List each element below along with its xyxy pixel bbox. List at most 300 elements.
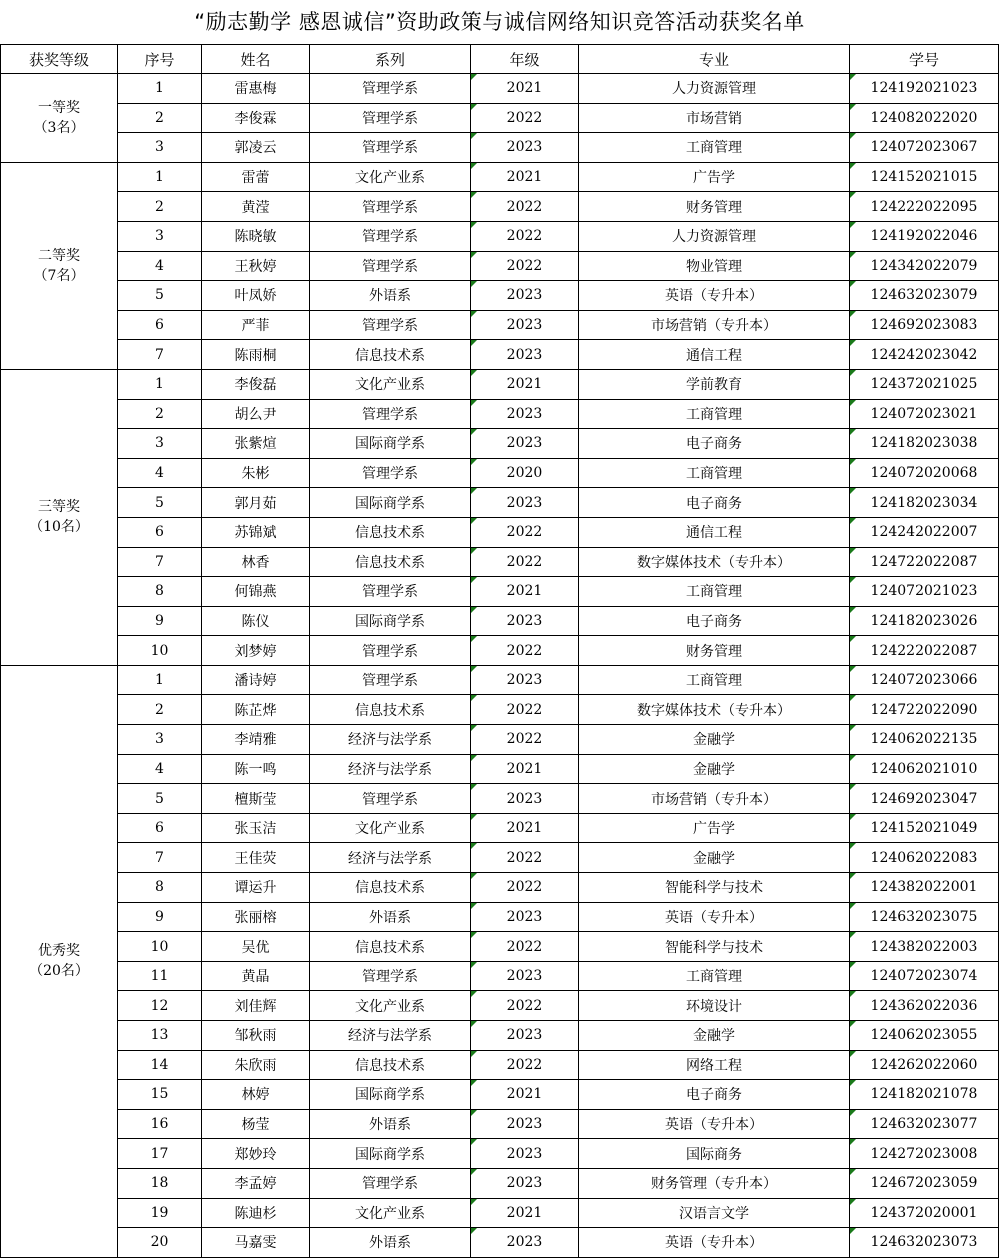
award-count-label: （10名） xyxy=(29,519,89,536)
cell-major: 工商管理 xyxy=(579,458,850,488)
cell-major: 工商管理 xyxy=(579,133,850,163)
cell-index: 7 xyxy=(118,547,202,577)
cell-grade: 2021 xyxy=(471,162,579,192)
cell-student-id: 124062022135 xyxy=(850,725,999,755)
cell-major: 电子商务 xyxy=(579,1080,850,1110)
cell-student-id: 124722022090 xyxy=(850,695,999,725)
cell-grade: 2023 xyxy=(471,961,579,991)
cell-major: 金融学 xyxy=(579,754,850,784)
cell-student-id: 124182023034 xyxy=(850,488,999,518)
cell-index: 7 xyxy=(118,340,202,370)
cell-student-id: 124372020001 xyxy=(850,1198,999,1228)
table-row xyxy=(1,665,999,695)
award-level-label: 一等奖 xyxy=(38,99,80,116)
cell-grade: 2023 xyxy=(471,902,579,932)
cell-major: 数字媒体技术（专升本） xyxy=(579,695,850,725)
cell-grade: 2022 xyxy=(471,725,579,755)
cell-grade: 2023 xyxy=(471,281,579,311)
cell-department: 管理学系 xyxy=(310,192,471,222)
table-row xyxy=(1,369,999,399)
cell-index: 10 xyxy=(118,932,202,962)
cell-student-id: 124072023074 xyxy=(850,961,999,991)
cell-index: 4 xyxy=(118,251,202,281)
cell-student-id: 124632023073 xyxy=(850,1228,999,1258)
cell-grade: 2022 xyxy=(471,873,579,903)
table-row xyxy=(1,813,999,843)
award-level-cell xyxy=(1,665,118,1257)
cell-major: 英语（专升本） xyxy=(579,1109,850,1139)
cell-student-id: 124382022003 xyxy=(850,932,999,962)
cell-index: 6 xyxy=(118,310,202,340)
cell-name: 陈晓敏 xyxy=(202,221,310,251)
cell-major: 金融学 xyxy=(579,1021,850,1051)
cell-index: 5 xyxy=(118,488,202,518)
cell-major: 通信工程 xyxy=(579,340,850,370)
table-row xyxy=(1,429,999,459)
cell-student-id: 124082022020 xyxy=(850,103,999,133)
table-row xyxy=(1,932,999,962)
cell-department: 经济与法学系 xyxy=(310,1021,471,1051)
cell-student-id: 124692023047 xyxy=(850,784,999,814)
cell-student-id: 124222022095 xyxy=(850,192,999,222)
cell-name: 林婷 xyxy=(202,1080,310,1110)
cell-major: 通信工程 xyxy=(579,517,850,547)
cell-major: 人力资源管理 xyxy=(579,221,850,251)
cell-index: 1 xyxy=(118,162,202,192)
cell-index: 12 xyxy=(118,991,202,1021)
table-row xyxy=(1,488,999,518)
cell-index: 2 xyxy=(118,695,202,725)
cell-name: 郭月茹 xyxy=(202,488,310,518)
award-level-cell xyxy=(1,162,118,369)
cell-department: 管理学系 xyxy=(310,665,471,695)
cell-grade: 2022 xyxy=(471,192,579,222)
cell-student-id: 124062021010 xyxy=(850,754,999,784)
table-row xyxy=(1,310,999,340)
table-row xyxy=(1,74,999,104)
cell-name: 黄滢 xyxy=(202,192,310,222)
cell-grade: 2020 xyxy=(471,458,579,488)
header-name: 姓名 xyxy=(202,45,310,74)
cell-department: 国际商学系 xyxy=(310,1080,471,1110)
cell-grade: 2021 xyxy=(471,74,579,104)
cell-grade: 2022 xyxy=(471,636,579,666)
cell-major: 市场营销 xyxy=(579,103,850,133)
cell-major: 工商管理 xyxy=(579,577,850,607)
table-row xyxy=(1,843,999,873)
cell-name: 雷惠梅 xyxy=(202,74,310,104)
cell-index: 14 xyxy=(118,1050,202,1080)
cell-index: 3 xyxy=(118,725,202,755)
cell-department: 外语系 xyxy=(310,1109,471,1139)
cell-name: 陈芷烨 xyxy=(202,695,310,725)
cell-department: 管理学系 xyxy=(310,133,471,163)
cell-student-id: 124382022001 xyxy=(850,873,999,903)
table-row xyxy=(1,399,999,429)
cell-major: 数字媒体技术（专升本） xyxy=(579,547,850,577)
cell-student-id: 124182021078 xyxy=(850,1080,999,1110)
table-row xyxy=(1,725,999,755)
cell-grade: 2023 xyxy=(471,399,579,429)
cell-department: 外语系 xyxy=(310,902,471,932)
cell-index: 1 xyxy=(118,74,202,104)
header-row xyxy=(1,45,999,74)
table-row xyxy=(1,1109,999,1139)
cell-student-id: 124632023079 xyxy=(850,281,999,311)
cell-grade: 2023 xyxy=(471,1228,579,1258)
cell-name: 陈雨桐 xyxy=(202,340,310,370)
table-row xyxy=(1,1139,999,1169)
cell-department: 管理学系 xyxy=(310,1168,471,1198)
cell-student-id: 124672023059 xyxy=(850,1168,999,1198)
cell-department: 文化产业系 xyxy=(310,162,471,192)
cell-name: 张紫煊 xyxy=(202,429,310,459)
table-row xyxy=(1,902,999,932)
cell-department: 信息技术系 xyxy=(310,547,471,577)
cell-grade: 2021 xyxy=(471,1198,579,1228)
cell-major: 财务管理（专升本） xyxy=(579,1168,850,1198)
cell-major: 市场营销（专升本） xyxy=(579,784,850,814)
cell-name: 李孟婷 xyxy=(202,1168,310,1198)
cell-index: 5 xyxy=(118,281,202,311)
cell-student-id: 124072023066 xyxy=(850,665,999,695)
cell-department: 文化产业系 xyxy=(310,1198,471,1228)
cell-major: 智能科学与技术 xyxy=(579,873,850,903)
cell-department: 管理学系 xyxy=(310,636,471,666)
cell-index: 20 xyxy=(118,1228,202,1258)
table-row xyxy=(1,784,999,814)
table-row xyxy=(1,873,999,903)
cell-major: 汉语言文学 xyxy=(579,1198,850,1228)
table-row xyxy=(1,961,999,991)
table-row xyxy=(1,192,999,222)
table-row xyxy=(1,103,999,133)
cell-name: 刘梦婷 xyxy=(202,636,310,666)
cell-index: 4 xyxy=(118,458,202,488)
cell-grade: 2023 xyxy=(471,488,579,518)
cell-index: 7 xyxy=(118,843,202,873)
cell-student-id: 124632023075 xyxy=(850,902,999,932)
cell-major: 物业管理 xyxy=(579,251,850,281)
cell-department: 管理学系 xyxy=(310,310,471,340)
cell-major: 广告学 xyxy=(579,813,850,843)
award-count-label: （3名） xyxy=(33,119,85,136)
cell-student-id: 124342022079 xyxy=(850,251,999,281)
cell-department: 管理学系 xyxy=(310,74,471,104)
page-title: “励志勤学 感恩诚信”资助政策与诚信网络知识竞答活动获奖名单 xyxy=(194,10,805,34)
award-level-label: 二等奖 xyxy=(38,247,80,264)
cell-department: 国际商学系 xyxy=(310,606,471,636)
cell-department: 经济与法学系 xyxy=(310,725,471,755)
cell-major: 国际商务 xyxy=(579,1139,850,1169)
cell-grade: 2023 xyxy=(471,429,579,459)
cell-department: 文化产业系 xyxy=(310,813,471,843)
header-grade: 年级 xyxy=(471,45,579,74)
cell-student-id: 124262022060 xyxy=(850,1050,999,1080)
cell-major: 市场营销（专升本） xyxy=(579,310,850,340)
cell-major: 英语（专升本） xyxy=(579,1228,850,1258)
cell-index: 6 xyxy=(118,813,202,843)
cell-name: 檀斯莹 xyxy=(202,784,310,814)
cell-student-id: 124242023042 xyxy=(850,340,999,370)
cell-index: 6 xyxy=(118,517,202,547)
cell-index: 18 xyxy=(118,1168,202,1198)
table-row xyxy=(1,1198,999,1228)
table-row xyxy=(1,1168,999,1198)
cell-name: 吴优 xyxy=(202,932,310,962)
cell-grade: 2023 xyxy=(471,1021,579,1051)
cell-major: 学前教育 xyxy=(579,369,850,399)
cell-major: 电子商务 xyxy=(579,429,850,459)
cell-department: 管理学系 xyxy=(310,399,471,429)
award-table xyxy=(0,44,999,1258)
cell-index: 2 xyxy=(118,103,202,133)
cell-student-id: 124362022036 xyxy=(850,991,999,1021)
cell-index: 16 xyxy=(118,1109,202,1139)
cell-major: 环境设计 xyxy=(579,991,850,1021)
header-level: 获奖等级 xyxy=(1,45,118,74)
cell-name: 朱彬 xyxy=(202,458,310,488)
cell-name: 严菲 xyxy=(202,310,310,340)
cell-department: 信息技术系 xyxy=(310,932,471,962)
cell-major: 英语（专升本） xyxy=(579,281,850,311)
cell-index: 11 xyxy=(118,961,202,991)
header-student-id: 学号 xyxy=(850,45,999,74)
cell-department: 国际商学系 xyxy=(310,488,471,518)
table-row xyxy=(1,458,999,488)
cell-index: 8 xyxy=(118,577,202,607)
cell-student-id: 124632023077 xyxy=(850,1109,999,1139)
cell-major: 金融学 xyxy=(579,725,850,755)
cell-department: 信息技术系 xyxy=(310,1050,471,1080)
cell-grade: 2021 xyxy=(471,754,579,784)
cell-student-id: 124222022087 xyxy=(850,636,999,666)
cell-department: 国际商学系 xyxy=(310,429,471,459)
cell-student-id: 124242022007 xyxy=(850,517,999,547)
cell-index: 2 xyxy=(118,192,202,222)
cell-index: 15 xyxy=(118,1080,202,1110)
cell-grade: 2023 xyxy=(471,310,579,340)
cell-student-id: 124692023083 xyxy=(850,310,999,340)
cell-department: 管理学系 xyxy=(310,103,471,133)
cell-grade: 2022 xyxy=(471,221,579,251)
cell-major: 财务管理 xyxy=(579,636,850,666)
cell-student-id: 124062023055 xyxy=(850,1021,999,1051)
cell-name: 李俊磊 xyxy=(202,369,310,399)
table-row xyxy=(1,251,999,281)
cell-name: 苏锦斌 xyxy=(202,517,310,547)
award-count-label: （20名） xyxy=(29,963,89,980)
cell-department: 外语系 xyxy=(310,281,471,311)
cell-index: 2 xyxy=(118,399,202,429)
cell-grade: 2023 xyxy=(471,665,579,695)
cell-department: 经济与法学系 xyxy=(310,754,471,784)
table-row xyxy=(1,340,999,370)
cell-major: 英语（专升本） xyxy=(579,902,850,932)
cell-name: 刘佳辉 xyxy=(202,991,310,1021)
cell-name: 郑妙玲 xyxy=(202,1139,310,1169)
award-count-label: （7名） xyxy=(33,267,85,284)
cell-department: 管理学系 xyxy=(310,458,471,488)
cell-grade: 2023 xyxy=(471,133,579,163)
cell-student-id: 124152021015 xyxy=(850,162,999,192)
table-body xyxy=(1,74,999,1258)
table-row xyxy=(1,991,999,1021)
cell-department: 管理学系 xyxy=(310,961,471,991)
cell-index: 17 xyxy=(118,1139,202,1169)
cell-department: 管理学系 xyxy=(310,784,471,814)
cell-index: 10 xyxy=(118,636,202,666)
cell-student-id: 124182023026 xyxy=(850,606,999,636)
cell-name: 陈迪杉 xyxy=(202,1198,310,1228)
cell-major: 工商管理 xyxy=(579,399,850,429)
cell-name: 谭运升 xyxy=(202,873,310,903)
cell-name: 杨莹 xyxy=(202,1109,310,1139)
cell-student-id: 124192021023 xyxy=(850,74,999,104)
cell-name: 张玉洁 xyxy=(202,813,310,843)
cell-department: 信息技术系 xyxy=(310,873,471,903)
header-index: 序号 xyxy=(118,45,202,74)
cell-index: 13 xyxy=(118,1021,202,1051)
cell-department: 信息技术系 xyxy=(310,340,471,370)
cell-grade: 2021 xyxy=(471,813,579,843)
cell-name: 叶凤娇 xyxy=(202,281,310,311)
cell-major: 广告学 xyxy=(579,162,850,192)
cell-department: 文化产业系 xyxy=(310,991,471,1021)
cell-department: 信息技术系 xyxy=(310,517,471,547)
cell-grade: 2021 xyxy=(471,577,579,607)
cell-grade: 2022 xyxy=(471,843,579,873)
table-row xyxy=(1,281,999,311)
cell-grade: 2022 xyxy=(471,695,579,725)
cell-index: 3 xyxy=(118,221,202,251)
cell-grade: 2022 xyxy=(471,547,579,577)
cell-name: 张丽榕 xyxy=(202,902,310,932)
cell-major: 财务管理 xyxy=(579,192,850,222)
cell-student-id: 124192022046 xyxy=(850,221,999,251)
cell-name: 胡么尹 xyxy=(202,399,310,429)
cell-department: 国际商学系 xyxy=(310,1139,471,1169)
cell-student-id: 124072023067 xyxy=(850,133,999,163)
cell-major: 电子商务 xyxy=(579,606,850,636)
cell-major: 智能科学与技术 xyxy=(579,932,850,962)
cell-grade: 2023 xyxy=(471,1139,579,1169)
award-level-label: 优秀奖 xyxy=(38,943,80,960)
cell-index: 19 xyxy=(118,1198,202,1228)
cell-index: 3 xyxy=(118,429,202,459)
cell-grade: 2022 xyxy=(471,517,579,547)
cell-grade: 2023 xyxy=(471,606,579,636)
cell-major: 人力资源管理 xyxy=(579,74,850,104)
cell-name: 李俊霖 xyxy=(202,103,310,133)
cell-student-id: 124272023008 xyxy=(850,1139,999,1169)
cell-grade: 2023 xyxy=(471,1168,579,1198)
table-row xyxy=(1,221,999,251)
cell-major: 电子商务 xyxy=(579,488,850,518)
cell-grade: 2021 xyxy=(471,1080,579,1110)
cell-department: 文化产业系 xyxy=(310,369,471,399)
cell-index: 5 xyxy=(118,784,202,814)
cell-student-id: 124072023021 xyxy=(850,399,999,429)
table-row xyxy=(1,754,999,784)
cell-name: 王秋婷 xyxy=(202,251,310,281)
cell-index: 4 xyxy=(118,754,202,784)
cell-student-id: 124072021023 xyxy=(850,577,999,607)
cell-name: 黄晶 xyxy=(202,961,310,991)
cell-index: 1 xyxy=(118,369,202,399)
award-level-cell xyxy=(1,74,118,163)
table-row xyxy=(1,1228,999,1258)
cell-major: 网络工程 xyxy=(579,1050,850,1080)
cell-name: 王佳荧 xyxy=(202,843,310,873)
cell-name: 李靖雅 xyxy=(202,725,310,755)
cell-name: 何锦燕 xyxy=(202,577,310,607)
table-row xyxy=(1,577,999,607)
cell-index: 9 xyxy=(118,902,202,932)
award-level-label: 三等奖 xyxy=(38,499,80,516)
cell-name: 马嘉雯 xyxy=(202,1228,310,1258)
cell-grade: 2022 xyxy=(471,103,579,133)
cell-student-id: 124152021049 xyxy=(850,813,999,843)
cell-name: 林香 xyxy=(202,547,310,577)
table-row xyxy=(1,133,999,163)
cell-index: 9 xyxy=(118,606,202,636)
cell-major: 金融学 xyxy=(579,843,850,873)
cell-student-id: 124372021025 xyxy=(850,369,999,399)
table-row xyxy=(1,636,999,666)
cell-index: 1 xyxy=(118,665,202,695)
cell-name: 陈一鸣 xyxy=(202,754,310,784)
cell-department: 信息技术系 xyxy=(310,695,471,725)
table-row xyxy=(1,606,999,636)
cell-grade: 2022 xyxy=(471,932,579,962)
cell-name: 朱欣雨 xyxy=(202,1050,310,1080)
cell-name: 陈仪 xyxy=(202,606,310,636)
cell-department: 外语系 xyxy=(310,1228,471,1258)
header-department: 系列 xyxy=(310,45,471,74)
cell-student-id: 124072020068 xyxy=(850,458,999,488)
cell-grade: 2022 xyxy=(471,251,579,281)
cell-major: 工商管理 xyxy=(579,665,850,695)
cell-grade: 2023 xyxy=(471,784,579,814)
cell-student-id: 124722022087 xyxy=(850,547,999,577)
cell-major: 工商管理 xyxy=(579,961,850,991)
table-row xyxy=(1,547,999,577)
table-row xyxy=(1,1050,999,1080)
cell-name: 雷蕾 xyxy=(202,162,310,192)
cell-name: 郭凌云 xyxy=(202,133,310,163)
table-row xyxy=(1,1021,999,1051)
cell-grade: 2022 xyxy=(471,1050,579,1080)
cell-department: 经济与法学系 xyxy=(310,843,471,873)
cell-department: 管理学系 xyxy=(310,577,471,607)
table-row xyxy=(1,517,999,547)
table-row xyxy=(1,1080,999,1110)
cell-index: 3 xyxy=(118,133,202,163)
cell-student-id: 124182023038 xyxy=(850,429,999,459)
cell-name: 潘诗婷 xyxy=(202,665,310,695)
table-row xyxy=(1,695,999,725)
cell-grade: 2023 xyxy=(471,1109,579,1139)
cell-grade: 2022 xyxy=(471,991,579,1021)
award-level-cell xyxy=(1,369,118,665)
cell-index: 8 xyxy=(118,873,202,903)
cell-grade: 2023 xyxy=(471,340,579,370)
cell-name: 邹秋雨 xyxy=(202,1021,310,1051)
cell-department: 管理学系 xyxy=(310,251,471,281)
table-row xyxy=(1,162,999,192)
cell-department: 管理学系 xyxy=(310,221,471,251)
